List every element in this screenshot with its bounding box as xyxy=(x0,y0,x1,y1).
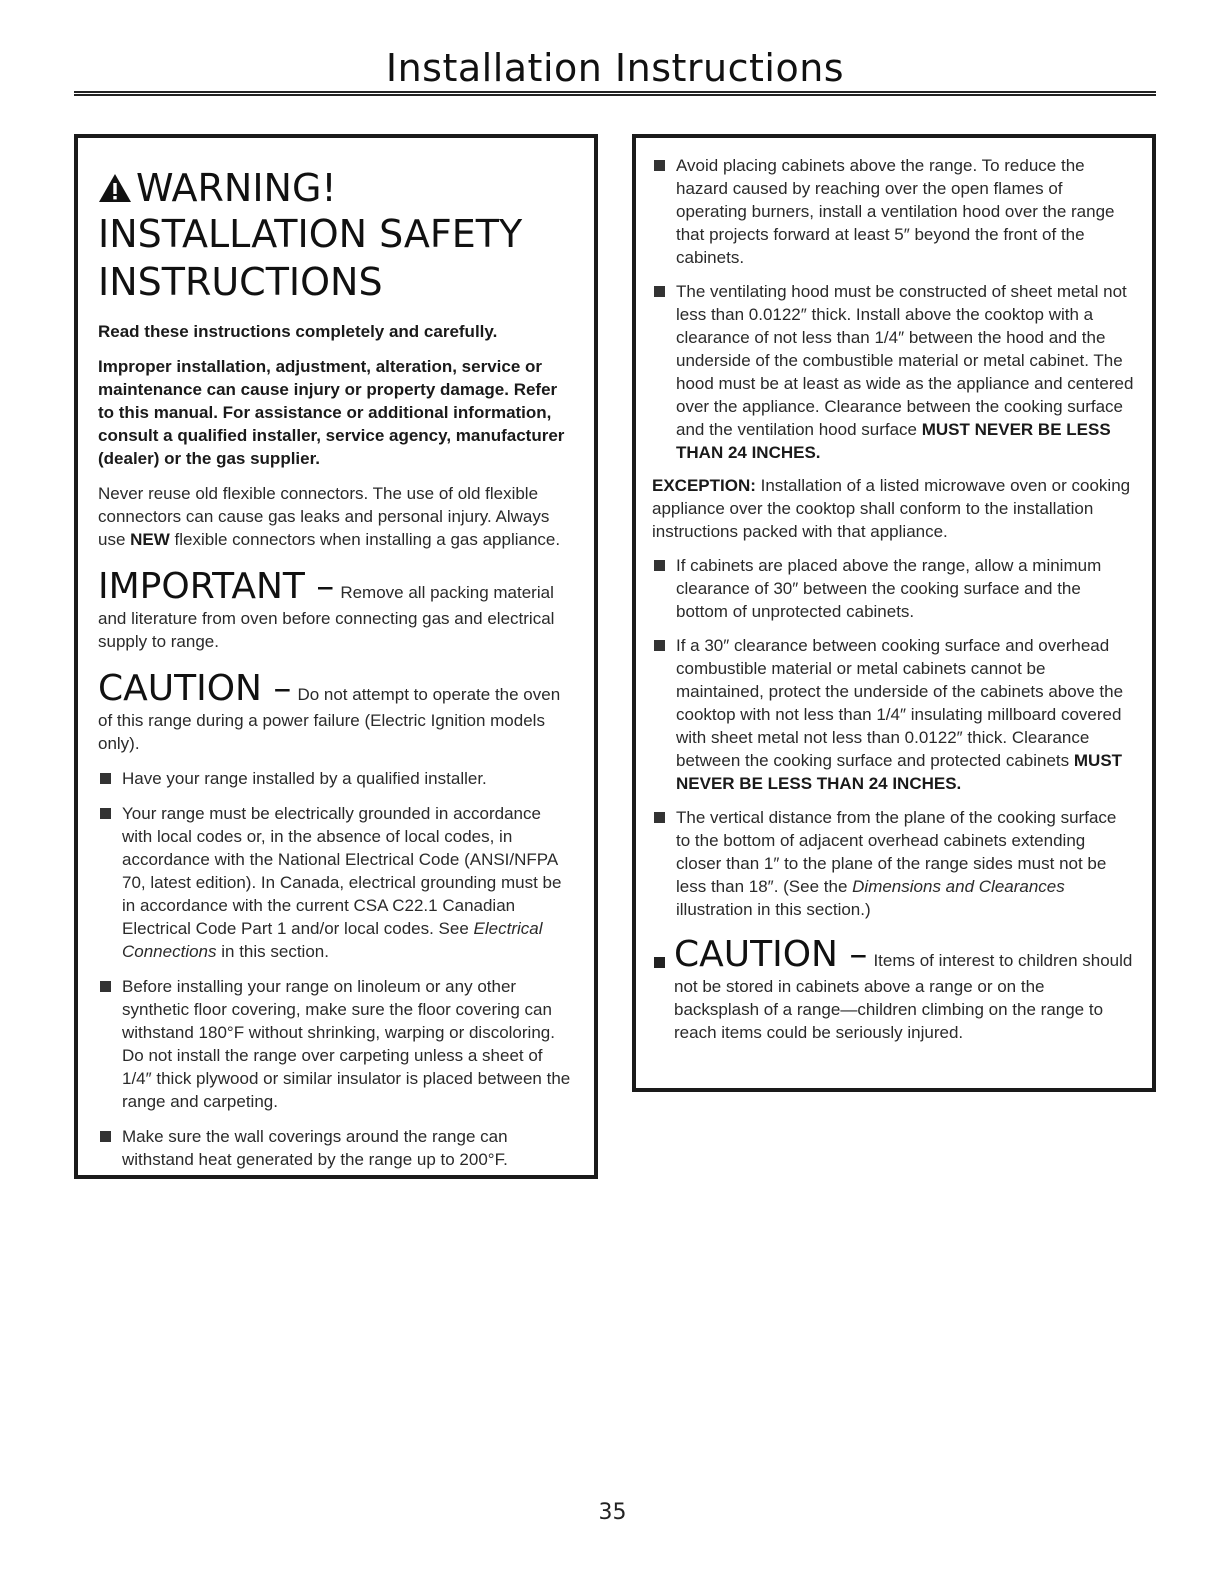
list-item xyxy=(652,634,1134,795)
list-item-text: Have your range installed by a qualified installer. xyxy=(122,769,487,788)
bullet-square-icon xyxy=(100,981,111,992)
list-item-text: The vertical distance from the plane of the cooking surface to the bottom of adjacent overhead cabinets extending closer than 1″ to the plane of the range sides must not be less than 18″. (See the xyxy=(676,808,1117,896)
cabinet-clearance-box xyxy=(632,134,1156,1092)
list-item-bold: MUST NEVER BE LESS THAN 24 INCHES. xyxy=(676,420,1111,462)
list-item-text: Avoid placing cabinets above the range. To reduce the hazard caused by reaching over the open flames of operating burners, install a ventilation hood over the range that projects forward at least 5″ beyond the front of the cabinets. xyxy=(676,156,1115,267)
caution-heading: CAUTION – xyxy=(98,668,292,709)
read-instructions-text: Read these instructions completely and carefully. xyxy=(98,322,498,341)
list-item xyxy=(98,975,572,1113)
important-paragraph xyxy=(98,567,572,653)
list-item xyxy=(652,280,1134,464)
list-item-text: If cabinets are placed above the range, allow a minimum clearance of 30″ between the cooking surface and the bottom of unprotected cabinets. xyxy=(676,556,1102,621)
page-title: Installation Instructions xyxy=(74,46,1156,96)
bullet-square-icon xyxy=(100,808,111,819)
bullet-square-icon xyxy=(654,957,665,968)
warning-heading xyxy=(98,166,572,210)
list-item-text: Before installing your range on linoleum or any other synthetic floor covering, make sure the floor covering can withstand 180°F without shrinking, warping or discoloring. Do not install the range over carpeting unless a sheet of 1/4″ thick plywood or similar insulator is placed between the range and carpeting. xyxy=(122,977,571,1111)
bullet-square-icon xyxy=(654,812,665,823)
caution-text: Do not attempt to operate the oven of this range during a power failure (Electric Ignition models only). xyxy=(98,685,561,753)
connectors-text-1: Never reuse old flexible connectors. The use of old flexible connectors can cause gas leaks and personal injury. Always use xyxy=(98,484,550,549)
connectors-paragraph xyxy=(98,482,572,551)
list-item xyxy=(652,554,1134,623)
bullet-square-icon xyxy=(654,286,665,297)
list-item-text: Your range must be electrically grounded in accordance with local codes or, in the absence of local codes, in accordance with the National Electrical Code (ANSI/NFPA 70, latest edition). In Canada, electrical grounding must be in accordance with the current CSA C22.1 Canadian Electrical Code Part 1 and/or local codes. See xyxy=(122,804,562,938)
list-item-text: in this section. xyxy=(216,942,329,961)
list-item xyxy=(652,154,1134,269)
bullet-square-icon xyxy=(100,773,111,784)
list-item-italic: Electrical Connections xyxy=(122,919,543,961)
bullet-square-icon xyxy=(654,640,665,651)
list-item xyxy=(98,802,572,963)
list-item-italic: Dimensions and Clearances xyxy=(852,877,1065,896)
bullet-square-icon xyxy=(654,560,665,571)
caution-text: Items of interest to children should not be stored in cabinets above a range or on the backsplash of a range—children climbing on the range to reach items could be seriously injured. xyxy=(674,951,1133,1042)
warning-triangle-icon xyxy=(98,172,132,204)
list-item-text: illustration in this section.) xyxy=(676,900,871,919)
section-heading: INSTALLATION SAFETY INSTRUCTIONS xyxy=(98,212,523,304)
list-item-bold: MUST NEVER BE LESS THAN 24 INCHES. xyxy=(676,751,1123,793)
bullet-square-icon xyxy=(100,1131,111,1142)
important-text: Remove all packing material and literature from oven before connecting gas and electrical supply to range. xyxy=(98,583,555,651)
warning-label: WARNING! xyxy=(136,166,337,210)
list-item-text: The ventilating hood must be constructed of sheet metal not less than 0.0122″ thick. Install above the cooktop with a clearance of not less than 1/4″ between the hood and the underside of the combustible material or metal cabinet. The hood must be at least as wide as the appliance and centered over the appliance. Clearance between the cooking surface and the ventilation hood surface xyxy=(676,282,1134,439)
important-heading: IMPORTANT – xyxy=(98,566,335,607)
list-item-text: Make sure the wall coverings around the range can withstand heat generated by the range up to 200°F. xyxy=(122,1127,508,1169)
caution-paragraph xyxy=(98,669,572,755)
exception-text: Installation of a listed microwave oven or cooking appliance over the cooktop shall conform to the installation instructions packed with that appliance. xyxy=(652,476,1131,541)
installation-safety-box xyxy=(74,134,598,1179)
page-number: 35 xyxy=(598,1500,627,1525)
list-item xyxy=(652,806,1134,921)
list-item xyxy=(98,767,572,790)
exception-paragraph xyxy=(652,474,1134,543)
caution-list-item xyxy=(652,935,1134,1044)
exception-label: EXCEPTION: xyxy=(652,476,756,495)
bullet-square-icon xyxy=(654,160,665,171)
list-item xyxy=(98,1125,572,1171)
caution-heading: CAUTION – xyxy=(674,934,868,975)
improper-installation-text: Improper installation, adjustment, alteration, service or maintenance can cause injury or property damage. Refer to this manual. For assistance or additional information, consult a qualified installer, service agency, manufacturer (dealer) or the gas supplier. xyxy=(98,357,565,468)
list-item-text: If a 30″ clearance between cooking surface and overhead combustible material or metal cabinets cannot be maintained, protect the underside of the cabinets above the cooktop with not less than 1/4″ insulating millboard covered with sheet metal not less than 0.0122″ thick. Clearance between the cooking surface and protected cabinets xyxy=(676,636,1124,770)
connectors-text-2: flexible connectors when installing a gas appliance. xyxy=(169,530,561,549)
caution-children-paragraph xyxy=(674,935,1134,1044)
connectors-new: NEW xyxy=(130,530,170,549)
